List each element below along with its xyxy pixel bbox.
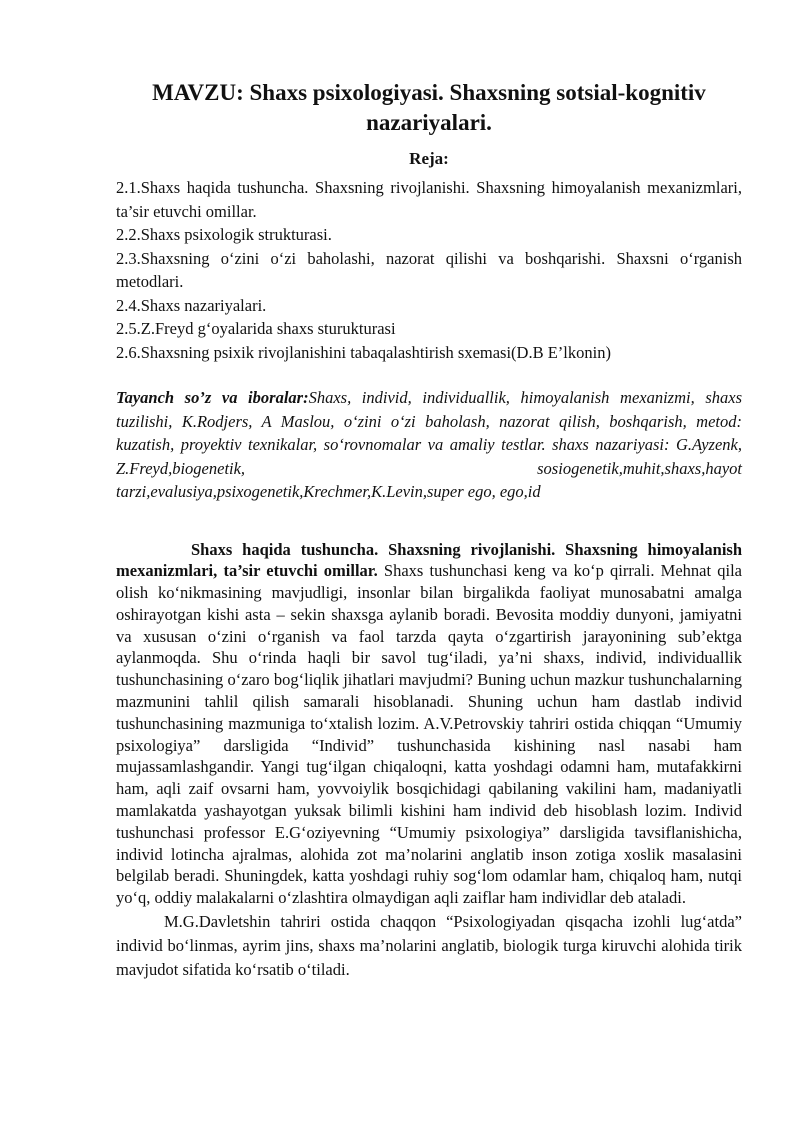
plan-item: 2.2.Shaxs psixologik strukturasi. bbox=[116, 225, 332, 244]
keywords-paragraph bbox=[116, 386, 742, 504]
paragraph-text: Shaxs tushunchasi keng va ko‘p qirrali. Mehnat qila olish ko‘nikmasining mavjudligi, insonlar bilan birgalikda faoliyat munosabatni amalga oshirayotgan kishi asta – sekin shaxsga aylanib boradi. Bevosita moddiy dunyoni, jamiyatni va xususan o‘zini o‘rganish va faol tarzda qayta o‘zgartirish jarayonining sub’ektga aylanmoqda. Shu o‘rinda haqli bir savol tug‘iladi, ya’ni shaxs, individ, individuallik tushunchasining o‘zaro bog‘liqlik jihatlari mavjudmi? Buning uchun mazkur tushunchalarning mazmunini tahlil qilish samarali hisoblanadi. Shuning uchun ham dastlab individ tushunchasining mazmuniga to‘xtalish lozim. A.V.Petrovskiy tahriri ostida chiqqan “Umumiy psixologiya” darsligida “Individ” tushunchasida kishining nasl nasabi ham mujassamlashgandir. Yangi tug‘ilgan chiqaloqni, katta yoshdagi odamni ham, mutafakkirni ham, aqli zaif ovsarni ham, yovvoiylik bosqichidagi qabilaning vakilini ham, madaniyatli mamlakatda yashayotgan yuksak bilimli kishini ham individ deb hisoblash lozim. Individ tushunchasi professor E.G‘oziyevning “Umumiy psixologiya” darsligida tavsiflanishicha, individ lotincha ajralmas, alohida zot ma’nolarini anglatib inson zotiga xoslik masalasini belgilab beradi. Shuningdek, katta yoshdagi ruhiy sog‘lom odamlar ham, chiqaloq ham, nutqi yo‘q, oddiy malakalarni o‘zlashtira olmaydigan aqli zaiflar ham individlar deb ataladi. bbox=[116, 561, 742, 908]
plan-heading: Reja: bbox=[409, 149, 449, 168]
keywords-label: Tayanch so’z va iboralar: bbox=[116, 388, 309, 407]
plan-item: 2.1.Shaxs haqida tushuncha. Shaxsning rivojlanishi. Shaxsning himoyalanish mexanizmlari, ta’sir etuvchi omillar. bbox=[116, 178, 742, 221]
plan-item: 2.6.Shaxsning psixik rivojlanishini tabaqalashtirish sxemasi(D.B E’lkonin) bbox=[116, 342, 611, 362]
page-title: MAVZU: Shaxs psixologiyasi. Shaxsning sotsial-kognitiv nazariyalari. bbox=[152, 80, 706, 135]
keywords-text: Shaxs, individ, individuallik, himoyalanish mexanizmi, shaxs tuzilishi, K.Rodjers, A Maslou, o‘zini o‘zi baholash, nazorat qilish, boshqarish, metod: kuzatish, proyektiv texnikalar, so‘rovnomalar va amaliy testlar. shaxs nazariyasi: G.Ayzenk, Z.Freyd,biogenetik, sosiogenetik,muhit,shaxs,hayot tarzi,evalusiya,psixogenetik,Krechmer,K.Levin,super ego, ego,id bbox=[116, 388, 743, 501]
section-heading: Shaxs haqida tushuncha. Shaxsning rivojlanishi. Shaxsning himoyalanish mexanizmlari, ta’sir etuvchi omillar. bbox=[116, 539, 742, 581]
plan-item: 2.5.Z.Freyd g‘oyalarida shaxs sturukturasi bbox=[116, 319, 396, 338]
plan-list bbox=[116, 176, 742, 364]
plan-item: 2.3.Shaxsning o‘zini o‘zi baholashi, nazorat qilishi va boshqarishi. Shaxsni o‘rganish metodlari. bbox=[116, 248, 742, 291]
body-paragraph bbox=[116, 539, 742, 910]
body-paragraph: M.G.Davletshin tahriri ostida chaqqon “Psixologiyadan qisqacha izohli lug‘atda” individ bo‘linmas, ayrim jins, shaxs ma’nolarini anglatib, biologik turga kiruvchi alohida tirik mavjudot sifatida ko‘rsatib o‘tiladi. bbox=[116, 912, 742, 980]
section-body bbox=[116, 539, 742, 983]
plan-item: 2.4.Shaxs nazariyalari. bbox=[116, 295, 267, 315]
